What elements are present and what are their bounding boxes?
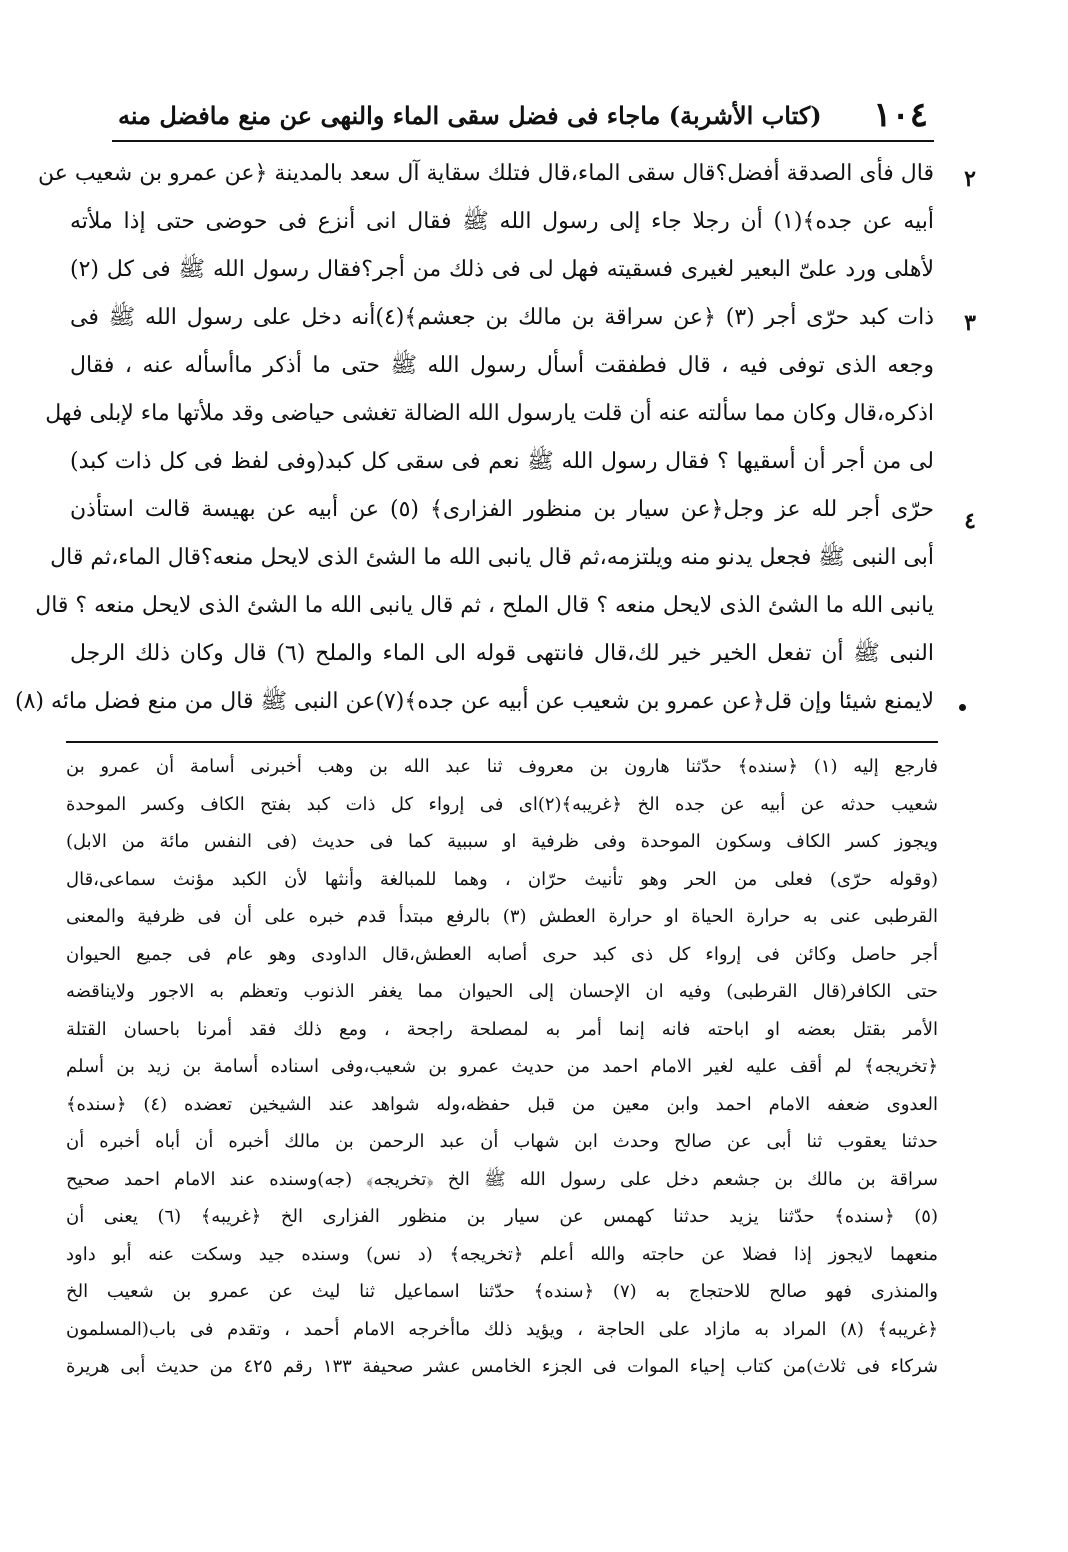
footnote-line: حتى الكافر(قال القرطبى) وفيه ان الإحسان إلى الحيوان مما يغفر الذنوب وتعظم به الاجور ولايناقضه: [66, 981, 938, 1002]
header-rule: [112, 140, 934, 142]
main-line: أبيه عن جده﴾(١) أن رجلا جاء إلى رسول الله ﷺ فقال انى أنزع فى حوضى حتى إذا ملأته: [70, 209, 934, 234]
main-line: اذكره،قال وكان مما سألته عنه أن قلت يارسول الله الضالة تغشى حياضى وقد ملأتها ماء لإبلى فهل: [45, 401, 934, 426]
main-line: أبى النبى ﷺ فجعل يدنو منه ويلتزمه،ثم قال يانبى الله ما الشئ الذى لايحل منعه؟قال الماء،ثم قال: [50, 545, 934, 570]
footnote-divider: [66, 741, 938, 743]
main-line: لأهلى ورد علىّ البعير لغيرى فسقيته فهل لى فى ذلك من أجر؟فقال رسول الله ﷺ فى كل (٢): [70, 257, 934, 282]
main-text: [14, 150, 935, 726]
main-line: ذات كبد حرّى أجر (٣) ﴿عن سراقة بن مالك بن جعشم﴾(٤)أنه دخل على رسول الله ﷺ فى: [70, 305, 934, 330]
main-line: النبى ﷺ أن تفعل الخير خير لك،قال فانتهى قوله الى الماء والملح (٦) قال وكان ذلك الرجل: [70, 641, 934, 666]
footnotes: [66, 748, 938, 1386]
footnote-line: ﴿غريبه﴾ (٨) المراد به مازاد على الحاجة ، ويؤيد ذلك ماأخرجه الامام أحمد ، وتقدم فى باب(المسلمون: [66, 1318, 938, 1340]
hadith-marker-5-dot: [959, 704, 966, 711]
footnote-line: شركاء فى ثلاث)من كتاب إحياء الموات فى الجزء الخامس عشر صحيفة ١٣٣ رقم ٤٢٥ من حديث أبى هريرة: [66, 1356, 938, 1377]
main-line: وجعه الذى توفى فيه ، قال فطفقت أسأل رسول الله ﷺ حتى ما أذكر ماأسأله عنه ، فقال: [70, 353, 934, 378]
footnote-line: العدوى ضعفه الامام احمد وابن معين من قبل حفظه،وله شواهد عند الشيخين تعضده (٤) ﴿سنده﴾: [66, 1093, 939, 1115]
page-number: ١٠٤: [873, 95, 928, 135]
footnote-line: فارجع إليه (١) ﴿سنده﴾ حدّثنا هارون بن معروف ثنا عبد الله بن وهب أخبرنى أسامة أن عمرو بن: [66, 756, 938, 777]
hadith-marker-3: ٣: [964, 310, 976, 336]
footnote-line: ﴿تخريجه﴾ لم أقف عليه لغير الامام احمد من حديث عمرو بن شعيب،وفى اسناده أسامة بن زيد بن أسلم: [66, 1056, 938, 1077]
footnote-line: حدثنا يعقوب ثنا أبى عن صالح وحدث ابن شهاب أن عبد الرحمن بن مالك أخبره أن أباه أخبره أن: [66, 1131, 938, 1152]
main-line: يانبى الله ما الشئ الذى لايحل منعه ؟ قال الملح ، ثم قال يانبى الله ما الشئ الذى لايحل منعه ؟ قال: [35, 593, 934, 618]
footnote-line: أجر حاصل وكائن فى إرواء كل ذى كبد حرى أصابه العطش،قال الداودى وهو عام فى جميع الحيوان: [66, 943, 938, 965]
footnote-line: والمنذرى فهو صالح للاحتجاج به (٧) ﴿سنده﴾ حدّثنا اسماعيل ثنا ليث عن عمرو بن شعيب الخ: [66, 1281, 938, 1302]
footnote-line: (٥) ﴿سنده﴾ حدّثنا يزيد حدثنا كهمس عن سيار بن منظور الفزارى الخ ﴿غريبه﴾ (٦) يعنى أن: [66, 1206, 938, 1227]
page-header: [118, 92, 928, 138]
footnote-line: شعيب حدثه عن أبيه عن جده الخ ﴿غريبه﴾(٢)اى فى إرواء كل ذات كبد بفتح الكاف وكسر الموحدة: [66, 793, 938, 815]
main-line: قال فأى الصدقة أفضل؟قال سقى الماء،قال فتلك سقاية آل سعد بالمدينة ﴿عن عمرو بن شعيب عن: [38, 161, 934, 186]
footnote-line: الأمر بقتل بعضه او اباحته فانه إنما أمر به لمصلحة راجحة ، ومع ذلك فقد أمرنا باحسان القتلة: [66, 1018, 938, 1040]
footnote-line: سراقة بن مالك بن جشعم دخل على رسول الله ﷺ الخ ﴿تخريجه﴾ (جه)وسنده عند الامام احمد صحيح: [66, 1168, 938, 1190]
hadith-marker-2: ٢: [964, 166, 976, 192]
running-title: (كتاب الأشربة) ماجاء فى فضل سقى الماء والنهى عن منع مافضل منه: [118, 100, 822, 130]
footnote-line: منعهما لايجوز إذا فضلا عن حاجته والله أعلم ﴿تخريجه﴾ (د نس) وسنده جيد وسكت عنه أبو داود: [66, 1243, 938, 1265]
main-line: لايمنع شيئا وإن قل﴿عن عمرو بن شعيب عن أبيه عن جده﴾(٧)عن النبى ﷺ قال من منع فضل مائه (٨): [14, 689, 934, 714]
footnote-line: (وقوله حرّى) فعلى من الحر وهو تأنيث حرّان ، وهما للمبالغة وأنثها لأن الكبد مؤنث سماعى،قال: [66, 868, 938, 890]
hadith-marker-4: ٤: [964, 508, 976, 534]
main-line: لى من أجر أن أسقيها ؟ فقال رسول الله ﷺ نعم فى سقى كل كبد(وفى لفظ فى كل ذات كبد): [70, 449, 934, 474]
footnote-line: القرطبى عنى به حرارة الحياة او حرارة العطش (٣) بالرفع مبتدأ قدم خبره على أن فى ظرفية والمعنى: [66, 906, 938, 927]
footnote-line: ويجوز كسر الكاف وسكون الموحدة وفى ظرفية او سببية كما فى حديث (فى النفس مائة من الابل): [66, 831, 938, 852]
main-line: حرّى أجر لله عز وجل﴿عن سيار بن منظور الفزارى﴾ (٥) عن أبيه عن بهيسة قالت استأذن: [70, 497, 935, 522]
